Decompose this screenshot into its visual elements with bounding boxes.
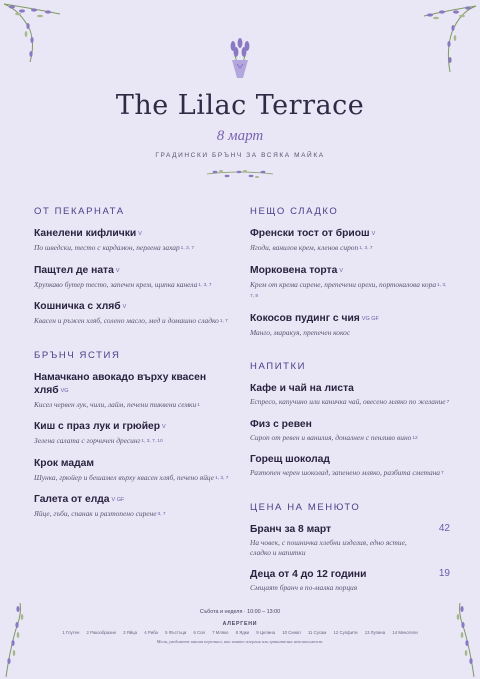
item-name: Кошничка с хляб bbox=[34, 301, 121, 312]
allergen-item: 5 Фъстъци bbox=[165, 630, 187, 635]
section-brunch bbox=[34, 350, 234, 521]
item-description: Разтопен черен шоколад, запенено мляко, разбита сметана bbox=[250, 468, 441, 477]
menu-item bbox=[34, 264, 234, 292]
menu-item bbox=[250, 264, 450, 303]
item-name: Киш с праз лук и грюйер bbox=[34, 421, 161, 432]
allergen-codes: 3, 7 bbox=[157, 512, 166, 517]
diet-tag: V bbox=[115, 267, 120, 274]
allergen-item: 7 Мляко bbox=[212, 630, 229, 635]
section-drinks bbox=[250, 361, 450, 480]
section-title: ЦЕНА НА МЕНЮТО bbox=[250, 501, 361, 513]
menu-item bbox=[34, 493, 234, 521]
item-description: Еспресо, капучино или каничка чай, овесено мляко по желание bbox=[250, 397, 446, 406]
price-item bbox=[250, 568, 450, 594]
section-title: НАПИТКИ bbox=[250, 361, 307, 372]
diet-tag: V GF bbox=[111, 497, 125, 503]
section-title: НЕЩО СЛАДКО bbox=[250, 206, 339, 217]
menu-item bbox=[250, 453, 450, 480]
price-item bbox=[250, 523, 450, 559]
item-name: Кокосов пудинг с чия bbox=[250, 312, 360, 324]
section-title: ОТ ПЕКАРНАТА bbox=[34, 206, 125, 217]
item-name: Горещ шоколад bbox=[250, 454, 330, 465]
allergen-codes: 1 bbox=[197, 402, 200, 408]
menu-item bbox=[34, 420, 234, 448]
allergen-title: АЛЕРГЕНИ bbox=[222, 621, 258, 627]
item-description: По шведски, тесто с кардамон, перлена захар bbox=[34, 243, 180, 252]
opening-hours: Събота и неделя · 10:00 – 13:00 bbox=[199, 609, 281, 615]
right-column bbox=[250, 206, 450, 602]
allergen-item: 4 Риба bbox=[144, 630, 158, 635]
diet-tag: V bbox=[162, 424, 166, 430]
item-name: Морковена торта bbox=[250, 264, 338, 276]
menu-item bbox=[34, 300, 234, 328]
allergen-item: 8 Ядки bbox=[235, 630, 250, 635]
allergen-item: 11 Сусам bbox=[307, 630, 327, 635]
item-name: Галета от елда bbox=[34, 494, 110, 505]
allergen-item: 9 Целина bbox=[256, 630, 275, 635]
item-description: Ягоди, ванилов крем, кленов сироп bbox=[250, 243, 359, 252]
diet-tag: VG GF bbox=[361, 315, 379, 322]
menu-item bbox=[250, 312, 450, 340]
allergen-note: Моля, уведомете вашия персонал, ако имате алергия или хранителна непоносимост. bbox=[156, 639, 324, 644]
section-menu-price bbox=[250, 502, 450, 594]
diet-tag: VG bbox=[60, 387, 69, 394]
item-description: Манго, маракуя, препечен кокос bbox=[250, 327, 351, 337]
event-date: 8 март bbox=[216, 128, 264, 144]
item-description: На човек, с пошничка хлебни изделия, едно ястие, сладко и напитки bbox=[250, 537, 407, 557]
item-description: Сироп от ревен и ванилия, доналнен с пенливо вино bbox=[250, 432, 412, 442]
section-title: БРЪНЧ ЯСТИЯ bbox=[34, 349, 121, 361]
item-description: Хрупкаво бутер тесто, запечен крем, щипка канела bbox=[34, 279, 198, 289]
diet-tag: V bbox=[339, 267, 343, 274]
allergen-item: 12 Сулфити bbox=[333, 630, 358, 635]
menu-item bbox=[34, 457, 234, 485]
item-name: Канелени кифлички bbox=[34, 228, 137, 239]
menu-item bbox=[34, 227, 234, 255]
event-subtitle: ГРАДИНСКИ БРЪНЧ ЗА ВСЯКА МАЙКА bbox=[155, 152, 325, 159]
menu-item bbox=[250, 227, 450, 255]
diet-tag: V bbox=[138, 231, 142, 237]
section-sweets bbox=[250, 206, 450, 339]
diet-tag: V bbox=[371, 231, 376, 237]
allergen-codes: 1, 7 bbox=[219, 319, 228, 324]
allergen-item: 13 Лупина bbox=[364, 630, 386, 635]
allergen-item: 14 Мекотели bbox=[392, 630, 418, 635]
item-name: Кафе и чай на листа bbox=[250, 383, 354, 394]
allergen-codes: 1, 3, 7 bbox=[215, 475, 229, 481]
restaurant-title: The Lilac Terrace bbox=[115, 90, 365, 121]
allergen-codes: 7 bbox=[446, 400, 450, 405]
item-name: Намачкано авокадо върху квасен хляб bbox=[34, 371, 207, 396]
item-description: Яйце, гъби, спанак и разтопено сирене bbox=[34, 509, 157, 518]
section-bakery bbox=[34, 206, 234, 328]
item-description: Смщаят бранч в по-малка порция bbox=[250, 582, 358, 592]
left-column bbox=[34, 206, 234, 530]
menu-item bbox=[250, 382, 450, 409]
item-name: Бранч за 8 март bbox=[250, 523, 332, 535]
item-name: Френски тост от бриош bbox=[250, 228, 370, 239]
allergen-item: 1 Глутен bbox=[62, 630, 80, 635]
allergen-codes: 12 bbox=[412, 435, 418, 441]
item-description: Крем от крема сирене, препечени орехи, портокалова кора bbox=[250, 279, 437, 289]
allergen-codes: 1, 3, 7 bbox=[359, 246, 373, 251]
item-name: Пащтел де ната bbox=[34, 264, 114, 276]
item-name: Деца от 4 до 12 години bbox=[250, 568, 367, 580]
item-name: Физ с ревен bbox=[250, 418, 312, 430]
allergen-codes: 1, 3, 7, 8 bbox=[250, 282, 447, 299]
allergen-codes: 1, 3, 7 bbox=[180, 246, 194, 251]
lavender-divider-icon bbox=[205, 167, 275, 181]
allergen-codes: 1, 3, 7 bbox=[198, 282, 212, 288]
allergen-item: 10 Синап bbox=[282, 630, 301, 635]
item-description: Зелена салата с горчичен дресинг bbox=[34, 436, 141, 445]
item-description: Кисел червен лук, чили, лайм, печени тиквени семки bbox=[34, 399, 197, 409]
menu-item bbox=[34, 371, 234, 412]
lavender-bouquet-icon bbox=[223, 38, 257, 82]
allergen-list bbox=[0, 630, 480, 635]
allergen-codes: 1, 3, 7, 10 bbox=[141, 439, 163, 444]
item-price: 42 bbox=[438, 522, 450, 534]
allergen-item: 3 Яйца bbox=[123, 630, 138, 635]
allergen-item: 6 Соя bbox=[193, 630, 205, 635]
item-description: Квасен и ръжен хляб, солено масло, мед и домашно сладко bbox=[34, 316, 219, 325]
menu-item bbox=[250, 418, 450, 445]
lavender-corner-top-left-icon bbox=[0, 0, 70, 70]
allergen-codes: 7 bbox=[441, 471, 444, 476]
diet-tag: V bbox=[122, 304, 127, 310]
item-name: Крок мадам bbox=[34, 457, 94, 469]
item-price: 19 bbox=[438, 567, 450, 579]
lavender-corner-top-right-icon bbox=[410, 0, 480, 80]
item-description: Шунка, грюйер и бешамел върху квасен хляб, печено яйце bbox=[34, 472, 215, 482]
allergen-item: 2 Ракообразни bbox=[86, 630, 116, 635]
